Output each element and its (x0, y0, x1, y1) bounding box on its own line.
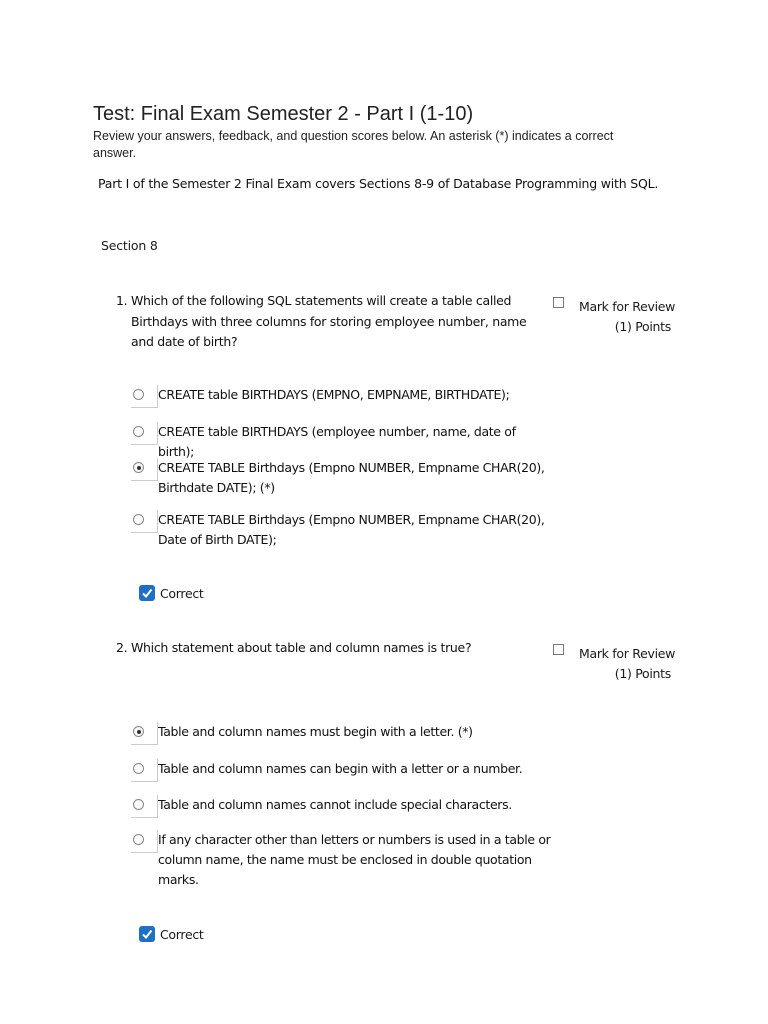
points-label: (1) Points (614, 319, 671, 334)
section-heading: Section 8 (101, 238, 158, 253)
radio-button[interactable] (133, 799, 144, 810)
answer-option[interactable] (131, 795, 551, 815)
question-number: 2. (116, 640, 128, 655)
option-text: CREATE TABLE Birthdays (Empno NUMBER, Empname CHAR(20), Date of Birth DATE); (158, 512, 545, 547)
check-icon (139, 926, 155, 942)
question-text: Which statement about table and column names is true? (131, 640, 472, 655)
option-text: Table and column names cannot include special characters. (158, 797, 512, 812)
result-text: Correct (160, 586, 204, 601)
mark-for-review-2 (553, 644, 683, 690)
page-subtitle: Review your answers, feedback, and question scores below. An asterisk (*) indicates a correct answer. (93, 129, 614, 160)
answer-option[interactable] (131, 458, 551, 498)
answer-option[interactable] (131, 830, 551, 890)
answer-option[interactable] (131, 759, 551, 779)
mark-for-review-checkbox[interactable] (553, 644, 564, 655)
answer-option[interactable] (131, 385, 551, 405)
exam-intro: Part I of the Semester 2 Final Exam covers Sections 8-9 of Database Programming with SQL. (98, 176, 659, 191)
option-text: CREATE table BIRTHDAYS (employee number, name, date of birth); (158, 424, 516, 459)
option-text: CREATE table BIRTHDAYS (EMPNO, EMPNAME, BIRTHDATE); (158, 387, 510, 402)
points-label: (1) Points (614, 666, 671, 681)
radio-button[interactable] (133, 763, 144, 774)
answer-option[interactable] (131, 422, 551, 462)
question-1 (116, 291, 546, 353)
page-title: Test: Final Exam Semester 2 - Part I (1-10) (93, 103, 474, 125)
option-text: Table and column names must begin with a letter. (*) (158, 724, 473, 739)
mark-for-review-1 (553, 297, 683, 343)
option-text: Table and column names can begin with a letter or a number. (158, 761, 523, 776)
answer-option[interactable] (131, 722, 551, 742)
radio-button[interactable] (133, 834, 144, 845)
mark-for-review-label: Mark for Review (579, 299, 676, 314)
radio-button[interactable] (133, 426, 144, 437)
mark-for-review-checkbox[interactable] (553, 297, 564, 308)
radio-button-selected[interactable] (133, 462, 144, 473)
result-text: Correct (160, 927, 204, 942)
question-text: Which of the following SQL statements will create a table called Birthdays with three columns for storing employee number, name and date of birth? (131, 293, 527, 349)
option-text: If any character other than letters or numbers is used in a table or column name, the name must be enclosed in double quotation marks. (158, 832, 551, 887)
question-number: 1. (116, 293, 128, 308)
radio-button[interactable] (133, 514, 144, 525)
radio-button-selected[interactable] (133, 726, 144, 737)
radio-button[interactable] (133, 389, 144, 400)
mark-for-review-label: Mark for Review (579, 646, 676, 661)
check-icon (139, 585, 155, 601)
option-text: CREATE TABLE Birthdays (Empno NUMBER, Empname CHAR(20), Birthdate DATE); (*) (158, 460, 545, 495)
question-2 (116, 638, 546, 659)
answer-option[interactable] (131, 510, 551, 550)
